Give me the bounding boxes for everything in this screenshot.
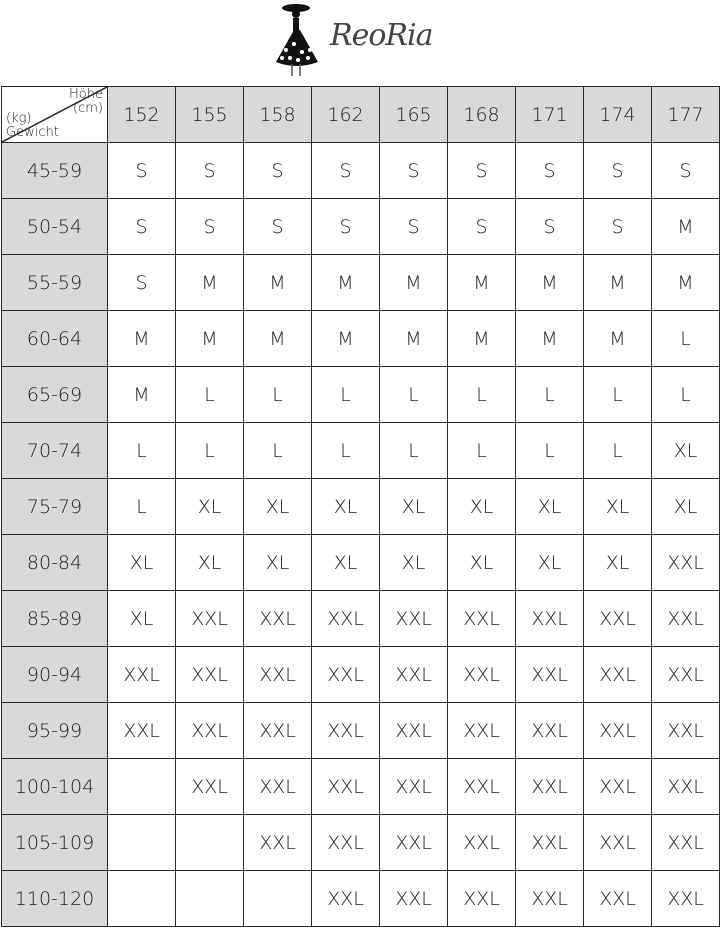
size-cell: S	[176, 199, 244, 255]
size-cell: M	[176, 255, 244, 311]
size-cell: XL	[584, 535, 652, 591]
size-cell: L	[380, 423, 448, 479]
size-cell: XXL	[584, 815, 652, 871]
size-cell: XXL	[380, 591, 448, 647]
size-cell	[176, 815, 244, 871]
weight-header-cell: 110-120	[2, 871, 108, 927]
size-cell: XXL	[244, 703, 312, 759]
size-cell	[108, 759, 176, 815]
size-cell: L	[380, 367, 448, 423]
size-cell: S	[584, 199, 652, 255]
weight-header-cell: 85-89	[2, 591, 108, 647]
size-cell: XXL	[584, 871, 652, 927]
weight-header-cell: 55-59	[2, 255, 108, 311]
size-cell: XXL	[380, 759, 448, 815]
size-cell: XXL	[652, 647, 720, 703]
size-cell: S	[312, 143, 380, 199]
brand-logo	[270, 0, 450, 80]
size-cell: S	[108, 199, 176, 255]
table-row	[2, 591, 720, 647]
size-cell: L	[312, 423, 380, 479]
size-cell: S	[516, 143, 584, 199]
weight-header-cell: 75-79	[2, 479, 108, 535]
size-cell: XL	[244, 479, 312, 535]
brand-name: ReoRia	[330, 18, 433, 53]
size-cell: XXL	[584, 647, 652, 703]
weight-header-cell: 50-54	[2, 199, 108, 255]
size-cell: XXL	[448, 871, 516, 927]
size-cell: XXL	[652, 535, 720, 591]
size-cell: XL	[312, 479, 380, 535]
size-cell: XXL	[652, 703, 720, 759]
size-cell: XXL	[244, 815, 312, 871]
size-cell: XL	[176, 535, 244, 591]
size-cell: L	[516, 423, 584, 479]
size-cell: XXL	[176, 759, 244, 815]
size-cell: XXL	[312, 591, 380, 647]
size-chart-table	[1, 86, 720, 927]
height-header-cell: 165	[380, 87, 448, 143]
weight-axis-label: (kg) Gewicht	[6, 111, 59, 140]
size-cell	[244, 871, 312, 927]
size-cell: M	[516, 311, 584, 367]
dress-illustration-icon	[270, 0, 330, 80]
weight-header-cell: 45-59	[2, 143, 108, 199]
size-cell: XXL	[584, 759, 652, 815]
size-cell: XL	[176, 479, 244, 535]
table-row	[2, 535, 720, 591]
size-cell: M	[448, 255, 516, 311]
size-cell: L	[584, 423, 652, 479]
size-cell: XXL	[516, 815, 584, 871]
size-cell: XXL	[448, 759, 516, 815]
weight-header-cell: 80-84	[2, 535, 108, 591]
height-header-cell: 162	[312, 87, 380, 143]
table-row	[2, 143, 720, 199]
size-cell: XL	[584, 479, 652, 535]
size-cell: XXL	[108, 703, 176, 759]
table-row	[2, 255, 720, 311]
table-row	[2, 815, 720, 871]
size-cell: XXL	[448, 815, 516, 871]
size-cell: XXL	[652, 871, 720, 927]
header-row	[2, 87, 720, 143]
size-cell: XXL	[516, 591, 584, 647]
size-cell: L	[244, 423, 312, 479]
weight-header-cell: 90-94	[2, 647, 108, 703]
height-header-cell: 155	[176, 87, 244, 143]
size-cell: M	[380, 311, 448, 367]
size-cell: XXL	[312, 871, 380, 927]
size-cell: XXL	[380, 703, 448, 759]
size-cell: S	[448, 143, 516, 199]
size-cell: XL	[448, 479, 516, 535]
size-cell: XXL	[584, 591, 652, 647]
size-cell: XL	[108, 591, 176, 647]
size-cell: L	[108, 423, 176, 479]
weight-header-cell: 100-104	[2, 759, 108, 815]
height-header-cell: 177	[652, 87, 720, 143]
table-row	[2, 759, 720, 815]
size-cell: S	[448, 199, 516, 255]
table-row	[2, 703, 720, 759]
size-cell: L	[244, 367, 312, 423]
size-cell: M	[312, 255, 380, 311]
corner-cell	[2, 87, 108, 143]
size-cell: XL	[244, 535, 312, 591]
size-cell: L	[652, 311, 720, 367]
size-cell: XL	[380, 479, 448, 535]
size-cell: XL	[652, 423, 720, 479]
height-header-cell: 171	[516, 87, 584, 143]
size-cell: XXL	[448, 703, 516, 759]
size-cell: S	[244, 143, 312, 199]
size-cell: XXL	[652, 591, 720, 647]
size-cell: M	[516, 255, 584, 311]
size-cell: S	[108, 255, 176, 311]
size-cell: XXL	[108, 647, 176, 703]
size-cell: XXL	[516, 759, 584, 815]
table-row	[2, 871, 720, 927]
size-cell: XXL	[516, 647, 584, 703]
table-row	[2, 479, 720, 535]
size-cell: XL	[516, 479, 584, 535]
size-cell: M	[244, 311, 312, 367]
size-cell: M	[380, 255, 448, 311]
size-cell: XXL	[312, 815, 380, 871]
size-cell: L	[516, 367, 584, 423]
size-cell: S	[380, 199, 448, 255]
table-row	[2, 423, 720, 479]
size-cell: XL	[652, 479, 720, 535]
size-cell: M	[652, 199, 720, 255]
table-row	[2, 647, 720, 703]
size-cell: XXL	[584, 703, 652, 759]
size-cell: L	[448, 423, 516, 479]
size-cell: S	[244, 199, 312, 255]
table-row	[2, 199, 720, 255]
height-header-cell: 174	[584, 87, 652, 143]
height-header-cell: 168	[448, 87, 516, 143]
size-cell: S	[108, 143, 176, 199]
size-cell: XXL	[176, 647, 244, 703]
size-cell: M	[584, 255, 652, 311]
table-row	[2, 311, 720, 367]
size-cell: L	[176, 367, 244, 423]
size-cell	[108, 871, 176, 927]
size-cell: XXL	[312, 647, 380, 703]
size-cell: L	[584, 367, 652, 423]
size-cell: XL	[448, 535, 516, 591]
size-cell: S	[652, 143, 720, 199]
size-cell: XXL	[312, 759, 380, 815]
weight-header-cell: 70-74	[2, 423, 108, 479]
size-cell: XL	[312, 535, 380, 591]
size-cell: XXL	[176, 703, 244, 759]
size-cell: S	[312, 199, 380, 255]
size-cell: XXL	[244, 759, 312, 815]
size-cell: M	[312, 311, 380, 367]
size-cell: XL	[516, 535, 584, 591]
size-cell: L	[652, 367, 720, 423]
weight-header-cell: 65-69	[2, 367, 108, 423]
size-cell: M	[108, 311, 176, 367]
size-cell: XXL	[448, 591, 516, 647]
weight-header-cell: 105-109	[2, 815, 108, 871]
size-cell: XL	[380, 535, 448, 591]
size-cell: XXL	[448, 647, 516, 703]
size-cell: M	[176, 311, 244, 367]
size-cell: XXL	[380, 871, 448, 927]
height-header-cell: 152	[108, 87, 176, 143]
size-cell: XXL	[244, 591, 312, 647]
size-cell: M	[448, 311, 516, 367]
size-cell: S	[176, 143, 244, 199]
size-cell: S	[584, 143, 652, 199]
size-cell: XXL	[380, 647, 448, 703]
size-cell: XXL	[312, 703, 380, 759]
size-cell: XXL	[516, 871, 584, 927]
size-cell	[108, 815, 176, 871]
size-cell: M	[584, 311, 652, 367]
size-cell: S	[380, 143, 448, 199]
size-cell: XXL	[176, 591, 244, 647]
size-cell: XXL	[380, 815, 448, 871]
size-cell: XXL	[516, 703, 584, 759]
weight-header-cell: 60-64	[2, 311, 108, 367]
size-cell: L	[312, 367, 380, 423]
weight-header-cell: 95-99	[2, 703, 108, 759]
size-cell: L	[448, 367, 516, 423]
size-cell: M	[244, 255, 312, 311]
size-cell: M	[108, 367, 176, 423]
size-cell: XL	[108, 535, 176, 591]
size-cell: XXL	[652, 815, 720, 871]
size-cell: S	[516, 199, 584, 255]
size-cell: XXL	[244, 647, 312, 703]
size-cell: XXL	[652, 759, 720, 815]
size-cell: M	[652, 255, 720, 311]
height-header-cell: 158	[244, 87, 312, 143]
height-axis-label: Höhe (cm)	[69, 87, 103, 116]
size-cell: L	[176, 423, 244, 479]
size-cell	[176, 871, 244, 927]
size-cell: L	[108, 479, 176, 535]
table-row	[2, 367, 720, 423]
